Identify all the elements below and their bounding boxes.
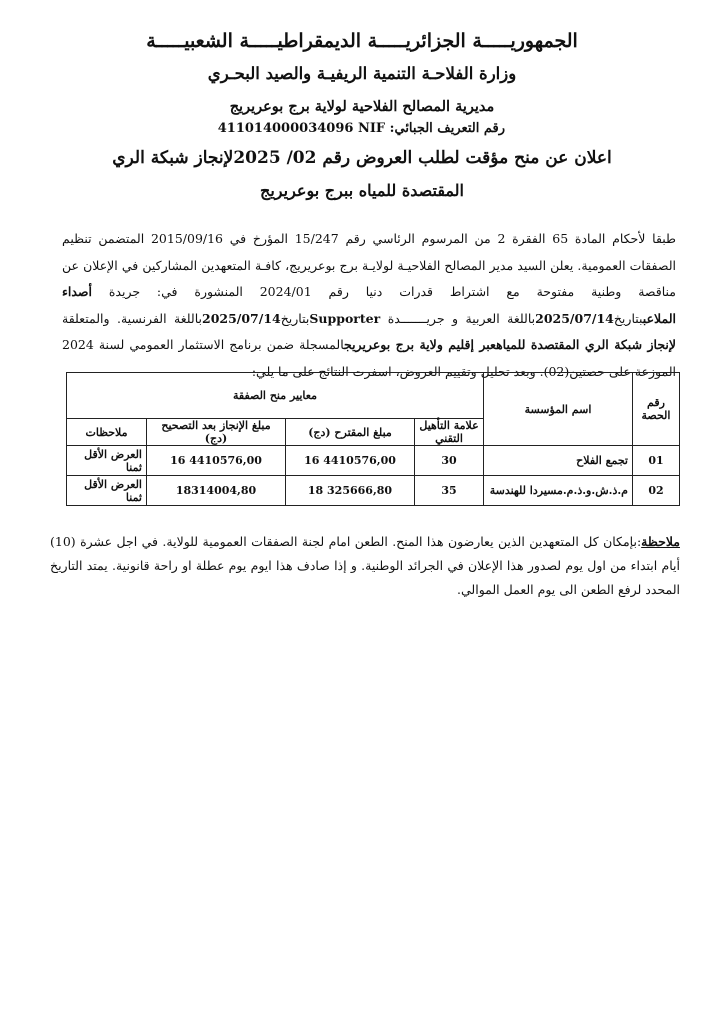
publication-date-1: 2025/07/14 xyxy=(535,310,614,326)
table-row xyxy=(67,476,680,506)
language-arabic: باللغة العربية و جريـــــــدة xyxy=(387,310,536,326)
body-paragraph xyxy=(62,226,676,385)
header-corrected: مبلغ الإنجاز بعد التصحيح (دج) xyxy=(147,419,286,446)
publication-date-2: 2025/07/14 xyxy=(202,310,281,326)
ministry-heading: وزارة الفلاحـة التنمية الريفيـة والصيد البحـري xyxy=(207,64,517,83)
language-french: باللغة الفرنسية. والمتعلقة xyxy=(62,310,202,326)
note-text: :بإمكان كل المتعهدين الذين يعارضون هذا المنح. الطعن امام لجنة الصفقات العمومية للولاية. في اجل عشرة (10) أيام ابتداء من اول يوم لصدور هذا الإعلان في الجرائد الوطنية. و إذا صادف هذا ايوم يوم عطلة او راحة قانونية. يمتد التاريخ المحدد لرفع الطعن الى يوم العمل الموالي. xyxy=(50,534,680,597)
cell-enterprise: تجمع الفلاح xyxy=(484,446,633,476)
cell-corrected: 16 4410576,00 xyxy=(147,446,286,476)
announcement-title-line2: المقتصدة للمياه ببرج بوعريريج xyxy=(260,181,464,200)
cell-remarks: العرض الأقل ثمنا xyxy=(67,446,147,476)
cell-proposed: 18 325666,80 xyxy=(286,476,415,506)
header-enterprise: اسم المؤسسة xyxy=(484,373,633,446)
announcement-body xyxy=(62,226,676,385)
newspaper-french: Supporter xyxy=(309,310,381,326)
cell-proposed: 16 4410576,00 xyxy=(286,446,415,476)
header-proposed: مبلغ المقترح (دج) xyxy=(286,419,415,446)
cell-remarks: العرض الأقل ثمنا xyxy=(67,476,147,506)
tax-id-line xyxy=(217,121,505,136)
header-lot: رقم الحصة xyxy=(633,373,680,446)
date-prefix-2: بتاريخ xyxy=(280,310,310,326)
newspaper-arabic: أصداء الملاعب xyxy=(62,284,676,326)
directorate-heading: مديرية المصالح الفلاحية لولاية برج بوعريريج xyxy=(229,98,495,115)
cell-lot: 02 xyxy=(633,476,680,506)
tax-id-label: رقم التعريف الجبائي: NIF xyxy=(357,121,505,136)
republic-heading: الجمهوريـــــة الجزائريـــــة الديمقراطيـــــة الشعبيـــــة xyxy=(146,30,578,52)
cell-corrected: 18314004,80 xyxy=(147,476,286,506)
cell-technical: 30 xyxy=(415,446,484,476)
cell-lot: 01 xyxy=(633,446,680,476)
note-label: ملاحظة xyxy=(641,534,680,549)
header-technical: علامة التأهيل التقني xyxy=(415,419,484,446)
announcement-title-line1: اعلان عن منح مؤقت لطلب العروض رقم 02/ 2025لإنجاز شبكة الري xyxy=(112,148,612,168)
body-ending: المسجلة ضمن برنامج الاستثمار العمومي لسنة 2024 الموزعة على حصتين(02). وبعد تحليل وتقييم العروض، اسفرت النتائج على ما يلي: xyxy=(62,337,676,379)
cell-technical: 35 xyxy=(415,476,484,506)
body-intro: طبقا لأحكام المادة 65 الفقرة 2 من المرسوم الرئاسي رقم 15/247 المؤرخ في 2015/09/16 المتضمن تنظيم الصفقات العمومية. يعلن السيد مدير المصالح الفلاحيـة لولايـة برج بوعريريج، كافـة المتعهدين المشاركين في الإعلان عن مناقصة وطنية مفتوحة مع اشتراط قدرات دنيا رقم 2024/01 المنشورة في: جريدة xyxy=(62,231,677,299)
tax-id-number: 411014000034096 xyxy=(217,121,354,136)
header-remarks: ملاحظات xyxy=(67,419,147,446)
table-header-row xyxy=(67,373,680,419)
header-criteria: معايير منح الصفقة xyxy=(67,373,484,419)
project-name: لإنجاز شبكة الري المقتصدة للمياهعبر إقليم ولاية برج بوعريريج xyxy=(344,337,676,352)
note-paragraph xyxy=(50,530,680,602)
results-table xyxy=(66,372,680,506)
table-row xyxy=(67,446,680,476)
cell-enterprise: م.ذ.ش.و.ذ.م.مسيردا للهندسة xyxy=(484,476,633,506)
date-prefix-1: بتاريخ xyxy=(613,310,643,326)
